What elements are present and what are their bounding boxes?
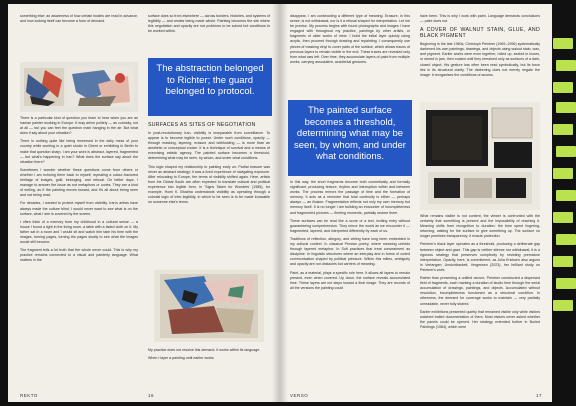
paragraph: Traditions of reflection, allegory, and veiling have long been embedded in my cultural context. In classical Persian poetry, where meaning unfolds through layered metaphor. In Sufi practices that treat concealment as discipline. In linguistic structures where an interplay and in forms of coded communication shaped by political pressure. Within this milieu, ambiguity and opacity are not obstacles but carriers of meaning. — [290, 236, 410, 267]
sticky-tab[interactable] — [556, 60, 576, 71]
sticky-tab[interactable] — [556, 190, 576, 201]
sticky-tab[interactable] — [553, 168, 573, 179]
paragraph: Peintner's black layer operates as a threshold, producing a deliberate gap between object and gaze. This gap is neither silence nor withdrawal; it is a rigorous strategy that preserves complexity by resisting premature interpretation. Opacity, here, is commitment, as Julia Ericksen also argues in Verlangen; Unsichtbarkeit, Vergessen (2023), her brilliant study on Peintner's work. — [420, 242, 540, 272]
painting-image-top — [20, 62, 138, 112]
paragraph: My practice does not resolve this demand. It works within its language. — [148, 348, 261, 352]
paragraph: Sometimes I wonder whether these questions come from others or whether I am echoing them back to myself, repeating a colour-fractured heritage of images, guilt, belonging, and refusal. On better days, I manage to answer the issue as not metaphors or codes. They are a kind of writing, as if the painting moves toward, and it's all about being seen and not being read. — [20, 167, 138, 198]
paragraph: When I layer a painting until earlier works — [148, 356, 214, 361]
left-column-2-top — [148, 14, 270, 37]
right-page — [280, 4, 552, 402]
running-footer: REKTO — [20, 393, 38, 398]
right-column-1 — [290, 180, 410, 294]
right-column-2 — [420, 214, 540, 333]
left-column-1-body — [20, 116, 138, 266]
sticky-tab[interactable] — [553, 82, 573, 93]
paragraph: Paint, as a material, plays a specific role here. It allows all layers to remain present, even when covered. Up close, the surface reveals accumulated time. These layers are not steps toward a final image. They are records of all the versions the painting could — [290, 270, 410, 290]
paragraph: The fragment tells a lot truth that the whole never could. This is why my practice remains connected to a visual and painterly language. What matters in the — [20, 248, 138, 263]
paragraph: This logic shaped my relationship to painting early on. Partial erasure was never an abstract strategy; it was a lived experience of navigating exposure. After relocating to Europe, the terms of visibility shifted again. Here, artists from the Global South are often expected to translate cultural and political experience into legible form. In 'Signs Taken for Wonders' (1985), for example, Homi K. Bhabha understands visibility as operating through a colonial logic of inter-legibility, in which to be seen is to be made knowable on someone else's terms. — [148, 164, 270, 205]
paragraph: For decades, I wanted to protect myself from visibility. Iran's artists have always made the culture blind. I would never want to see what is on the surface, what I see is covered by the screen. — [20, 201, 138, 216]
paragraph: Rather than presenting a unified oeuvre, Peintner constructed a dispersed field of fragments, each marking a duration of studio time through the serial accumulation of drawings, paintings, and objects. Accumulated without resolution, incompleteness functioned as a structural condition. In otherness, the demand for coverage works to maintain — very partially unreadable, never fully shared. — [420, 276, 540, 306]
section-heading: A COVER OF WALNUT STAIN, GLUE, AND BLACK PIGMENT — [420, 27, 540, 40]
paragraph: What remains visible is not content; the viewer is confronted with the certainty that something is present and the impossibility of reaching it. Meaning shifts from recognition to duration: the time spent lingering, returning, waiting for the surface to give something up. The surface no longer promises transparency; it enacts protection. — [420, 214, 540, 239]
right-column-2-top — [420, 14, 540, 81]
paragraph: Beginning in the late 1960s, Christoph Peintner (1969–1996) systematically darkened his own paintings, drawings, and objects using walnut stain, wax, and pigment. Earlier works were even together, rolled up, sealed in boxes, or stored in jars, then coated until they remained only as surfaces of a dark, closed object. His gesture has often been read symbolically, but its force lies in its structural clarity. The darkening does not merely negate the image: it reorganises the conditions of access. — [420, 42, 540, 77]
page-number: 17 — [535, 393, 542, 398]
paragraph: There is a particular kind of question you learn to hear when you are an Iranian painter working in Europe. It may arrive politely — as curiosity, not at all — but you can feel the question mark hanging in the air: But what does it say about your situation? — [20, 116, 138, 136]
sticky-tab[interactable] — [556, 278, 576, 289]
paragraph: There is nothing quite like being immersed in the daily mess of your country while working in a quiet studio in Ghent or exhibiting in Berlin to make that question sharp. I am your work is abstract, layered, fragmented — but what's happening in Iran? What does the surface say about the situation there? — [20, 139, 138, 164]
left-column-2-bottom — [148, 348, 270, 364]
sticky-tab[interactable] — [553, 124, 573, 135]
sticky-tab[interactable] — [553, 38, 573, 49]
paragraph: In this way, the short fragments become both cosmetically and formally significant, producing texture, rhythm and interruption within and between works. The process mirrors the passage of time and the formation of memory. It acts as a reminder that total continuity is either — perhaps always — an illusion. Fragmentation reflects not only my own memory but memory itself. It is no longer I am building an encounter of incompleteness and fragmented pictures — fleeting moments, partially restore them. — [290, 180, 410, 215]
pull-quote: The abstraction belonged to Richter; the guard belonged to protocol. — [148, 58, 272, 116]
right-column-1-top — [290, 14, 410, 68]
artwork-photo — [420, 102, 540, 210]
paragraph: In post-revolutionary Iran, visibility is inseparable from surveillance. To appear is to become legible to power. Under such conditions, opacity — through masking, layering, erasure and withholding — is more than an aesthetic or conceptual choice. It is a technique of survival and a means of exercising artistic agency. The painted surface becomes a threshold, determining what may be seen, by whom, and under what conditions. — [148, 131, 270, 161]
painting-image-bottom — [154, 270, 264, 342]
paragraph: I often think of a memory from my childhood in a cultural sense — a house I found a light in the living room, a table with a faded cloth on it. My father sat in a room and I would sit and watch him take his time with the images, turning pages, turning the pages slowly to see what the images would still become. — [20, 219, 138, 245]
running-footer: VERSO — [290, 393, 309, 398]
sticky-tab[interactable] — [556, 234, 576, 245]
paragraph: These surfaces can be read like a score or a text, inviting entry without guaranteeing comprehension. They mirror the world as we encounter it — fragmented, layered, and interpreted differently by each of us. — [290, 218, 410, 233]
paragraph: something else: an awareness of how certain bodies are read in advance, and how looking itself can become a form of demand. — [20, 14, 138, 24]
paragraph: surface does so from elsewhere — across borders, histories, and systems of legibility — and resists being made whole. Painting becomes the site where this negotiation and opacity are not problems to be solved but conditions to be worked within. — [148, 14, 270, 34]
paragraph: disappear, I am constructing a different type of meaning. Erasure, in this sense, is not withdrawal, nor is it a refusal shaped for interpretation. Let me be precise. My process begins with found photographs and images I have engaged with throughout my practice, paintings by other artists, or fragments of older works of mine. I build the initial layer quickly using acrylic, then proceed through drawing and repainting. I consequently use pieces of masking vinyl to cover parts of the surface, which allows traces of previous layers to remain visible in the end. These traces are revealed only from what was left. Over time, they accumulate layers of paint from multiple works, carrying associative, accidental gestures. — [290, 14, 410, 64]
section-heading: SURFACES AS SITES OF NEGOTIATION — [148, 122, 256, 128]
left-column-2 — [148, 120, 270, 208]
left-column-1 — [20, 14, 138, 27]
paragraph: have been. This is why I work with paint. Language demands conclusions — paint does not. — [420, 14, 540, 24]
sticky-tab[interactable] — [553, 212, 573, 223]
paragraph: Earlier exhibitions presented quietly that remained visible only while visitors watched trailed documentation of them. Most visitors never asked whether the panels could be opened. Her strategy extended further in Buried Paintings (1984), which were — [420, 309, 540, 329]
pull-quote: The painted surface becomes a threshold, determining what may be seen, by whom, and under what conditions. — [288, 100, 412, 176]
sticky-tab[interactable] — [556, 146, 576, 157]
sticky-tab[interactable] — [553, 300, 573, 311]
left-page — [8, 4, 280, 402]
page-number: 16 — [148, 393, 155, 398]
sticky-tab[interactable] — [556, 102, 576, 113]
sticky-tab[interactable] — [553, 256, 573, 267]
